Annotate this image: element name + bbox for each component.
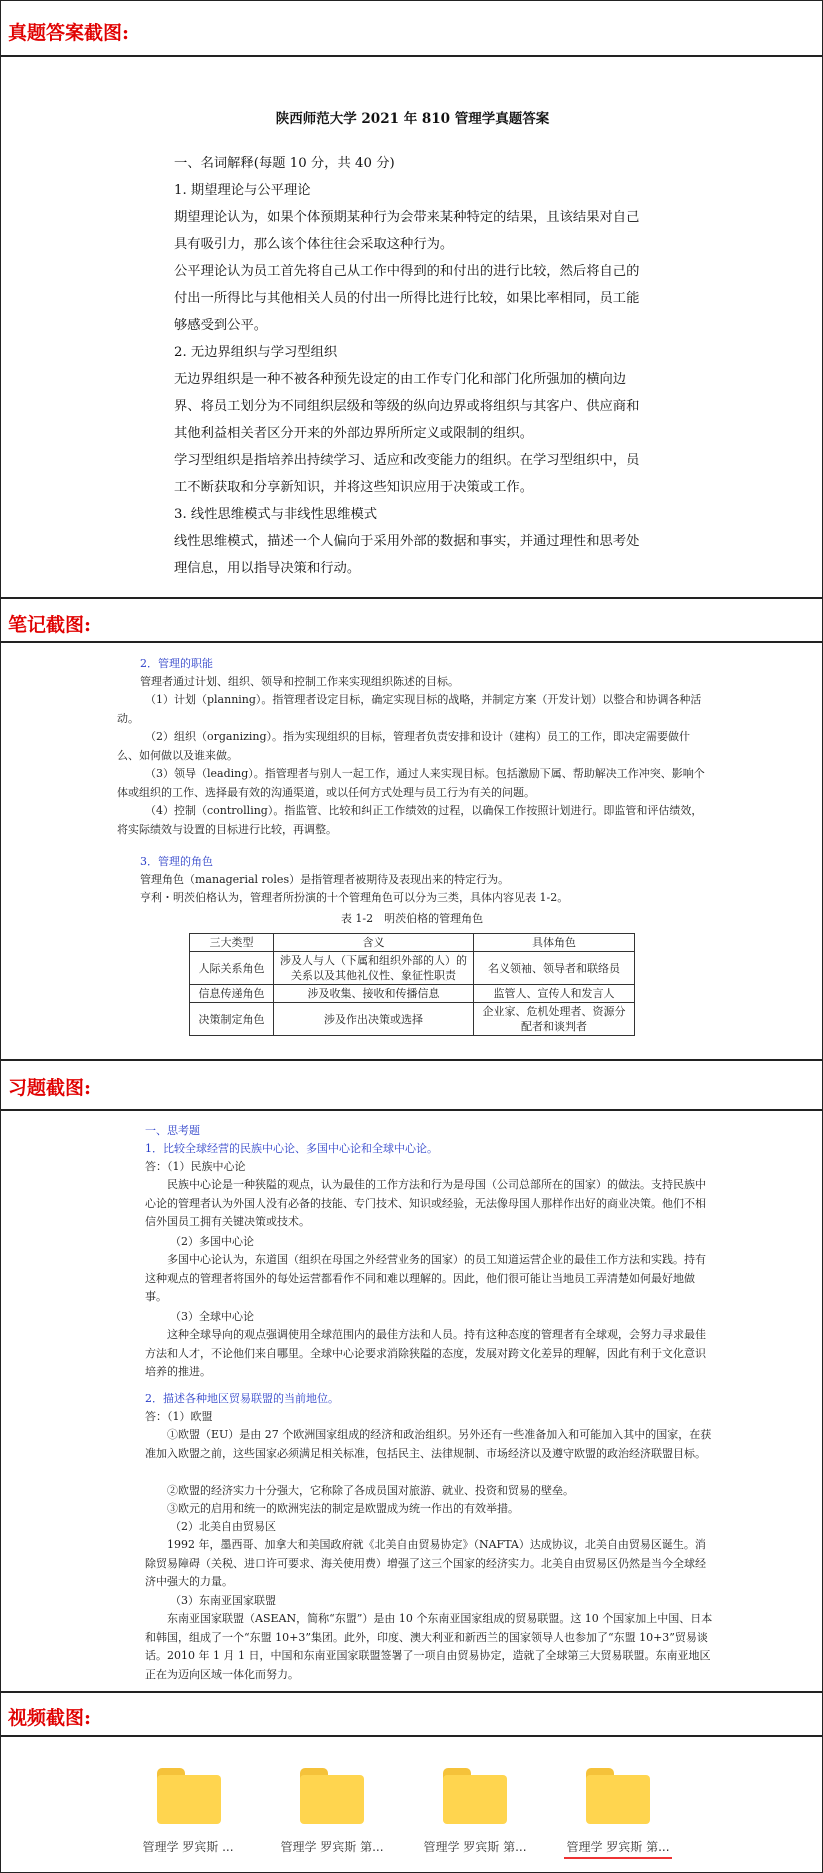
answers-line: 线性思维模式，描述一个人偏向于采用外部的数据和事实，并通过理性和思考处 bbox=[174, 534, 640, 549]
exercise-paragraph: 这种全球导向的观点强调使用全球范围内的最佳方法和人员。持有这种态度的管理者有全球观，会努力寻求最佳方法和人才，不论他们来自哪里。全球中心论要求消除狭隘的态度，发展对跨文化差异的理解，因此有利于文化意识培养的推进。 bbox=[145, 1328, 706, 1378]
exercise-paragraph: 民族中心论是一种狭隘的观点，认为最佳的工作方法和行为是母国（公司总部所在的国家）的做法。支持民族中心论的管理者认为外国人没有必备的技能、专门技术、知识或经验，无法像母国人那样作出好的商业决策。他们不相信外国员工拥有关键决策或技术。 bbox=[145, 1178, 706, 1228]
answers-line: 3. 线性思维模式与非线性思维模式 bbox=[174, 507, 378, 522]
answers-line: 1. 期望理论与公平理论 bbox=[174, 183, 311, 198]
answers-line: 具有吸引力，那么该个体往往会采取这种行为。 bbox=[174, 237, 454, 252]
answers-line: 一、名词解释(每题 10 分，共 40 分) bbox=[174, 156, 395, 171]
answers-line: 2. 无边界组织与学习型组织 bbox=[174, 345, 338, 360]
exercise-subheading: （2）北美自由贸易区 bbox=[170, 1520, 276, 1533]
exercise-paragraph: ③欧元的启用和统一的欧洲宪法的制定是欧盟成为统一作出的有效举措。 bbox=[167, 1502, 519, 1515]
answers-line: 公平理论认为员工首先将自己从工作中得到的和付出的进行比较，然后将自己的 bbox=[174, 264, 640, 279]
notes-paragraph: 管理角色（managerial roles）是指管理者被期待及表现出来的特定行为。 bbox=[140, 873, 510, 886]
answers-line: 其他利益相关者区分开来的外部边界所所定义或限制的组织。 bbox=[174, 426, 534, 441]
notes-paragraph: 亨利・明茨伯格认为，管理者所扮演的十个管理角色可以分为三类，具体内容见表 1-2。 bbox=[140, 891, 569, 904]
answers-doc-title: 陕西师范大学 2021 年 810 管理学真题答案 bbox=[275, 111, 550, 127]
video-title-box bbox=[0, 1692, 823, 1736]
folder-label[interactable]: 管理学 罗宾斯 ... bbox=[142, 1840, 234, 1854]
table-cell: 涉及作出决策或选择 bbox=[274, 1003, 474, 1036]
exercise-question: 2．描述各种地区贸易联盟的当前地位。 bbox=[145, 1392, 339, 1405]
notes-heading: 3．管理的角色 bbox=[140, 855, 213, 868]
notes-paragraph: （1）计划（planning）。指管理者设定目标，确定实现目标的战略，并制定方案（开发计划）以整合和协调各种活动。 bbox=[117, 693, 702, 725]
exercises-title-box bbox=[0, 1060, 823, 1110]
folder-label[interactable]: 管理学 罗宾斯 第... bbox=[566, 1840, 670, 1854]
exercise-heading: 一、思考题 bbox=[145, 1124, 200, 1137]
folder-icon[interactable] bbox=[586, 1768, 650, 1824]
table-cell: 企业家、危机处理者、资源分配者和谈判者 bbox=[474, 1003, 635, 1036]
table-cell: 决策制定角色 bbox=[190, 1003, 274, 1036]
exercise-answer-label: 答：（1）欧盟 bbox=[145, 1410, 213, 1423]
exercises-section-title: 习题截图: bbox=[8, 1077, 92, 1099]
answers-line: 理信息，用以指导决策和行动。 bbox=[174, 561, 361, 576]
answers-line: 付出一所得比与其他相关人员的付出一所得比进行比较，如果比率相同，员工能 bbox=[174, 291, 640, 306]
table-header-cell: 含义 bbox=[274, 934, 474, 952]
answers-line: 期望理论认为，如果个体预期某种行为会带来某种特定的结果，且该结果对自己 bbox=[174, 210, 640, 225]
table-caption: 表 1-2 明茨伯格的管理角色 bbox=[340, 912, 484, 925]
answers-line: 够感受到公平。 bbox=[174, 318, 268, 333]
notes-paragraph: （4）控制（controlling）。指监管、比较和纠正工作绩效的过程，以确保工作按照计划进行。即监管和评估绩效，将实际绩效与设置的目标进行比较，再调整。 bbox=[117, 804, 703, 836]
folder-icon[interactable] bbox=[300, 1768, 364, 1824]
exercise-answer-label: 答：（1）民族中心论 bbox=[145, 1160, 246, 1173]
answers-line: 工不断获取和分享新知识，并将这些知识应用于决策或工作。 bbox=[174, 480, 534, 495]
table-header-row bbox=[190, 934, 635, 952]
exercise-paragraph: ①欧盟（EU）是由 27 个欧洲国家组成的经济和政治组织。另外还有一些准备加入和可能加入其中的国家，在获准加入欧盟之前，这些国家必须满足相关标准，包括民主、法律规制、市场经济以及遵守欧盟的政治经济联盟目标。 bbox=[145, 1428, 712, 1460]
answers-section-title: 真题答案截图: bbox=[8, 22, 130, 44]
exercise-paragraph: 东南亚国家联盟（ASEAN，简称“东盟”）是由 10 个东南亚国家组成的贸易联盟。这 10 个国家加上中国、日本和韩国，组成了一个“东盟 10+3”集团。此外，印度、澳大利亚和新西兰的国家领导人也参加了“东盟 10+3”贸易谈话。2010 年 1 月 1 日，中国和东南亚国家联盟签署了一项自由贸易协定，造就了全球第三大贸易联盟。东南亚地区正在为迈向区域一体化而努力。 bbox=[145, 1612, 713, 1681]
notes-paragraph: 管理者通过计划、组织、领导和控制工作来实现组织陈述的目标。 bbox=[140, 675, 459, 688]
table-header-cell: 三大类型 bbox=[190, 934, 274, 952]
roles-table bbox=[189, 933, 635, 1036]
exercise-paragraph: 1992 年，墨西哥、加拿大和美国政府就《北美自由贸易协定》（NAFTA）达成协议，北美自由贸易区诞生。消除贸易障碍（关税、进口许可要求、海关使用费）增强了这三个国家的经济实力。北美自由贸易区仍然是当今全球经济中强大的力量。 bbox=[145, 1538, 706, 1588]
exercise-subheading: （2）多国中心论 bbox=[170, 1235, 254, 1248]
table-row bbox=[190, 985, 635, 1003]
notes-heading: 2．管理的职能 bbox=[140, 657, 213, 670]
folder-icon[interactable] bbox=[157, 1768, 221, 1824]
video-section-title: 视频截图: bbox=[8, 1707, 92, 1729]
notes-title-box bbox=[0, 598, 823, 642]
table-row bbox=[190, 952, 635, 985]
notes-paragraph: （2）组织（organizing）。指为实现组织的目标，管理者负责安排和设计（建构）员工的工作，即决定需要做什么、如何做以及谁来做。 bbox=[117, 730, 691, 762]
notes-section-title: 笔记截图: bbox=[8, 614, 92, 636]
table-cell: 监管人、宣传人和发言人 bbox=[474, 985, 635, 1003]
exercise-paragraph: 多国中心论认为，东道国（组织在母国之外经营业务的国家）的员工知道运营企业的最佳工作方法和实践。持有这种观点的管理者将国外的每处运营都看作不同和难以理解的。因此，他们很可能让当地员工弄清楚如何最好地做事。 bbox=[145, 1253, 706, 1303]
video-screenshot bbox=[0, 1736, 823, 1873]
table-cell: 涉及人与人（下属和组织外部的人）的关系以及其他礼仪性、象征性职责 bbox=[274, 952, 474, 985]
exercise-paragraph: ②欧盟的经济实力十分强大，它称除了各成员国对旅游、就业、投资和贸易的壁垒。 bbox=[167, 1484, 574, 1497]
exercise-question: 1．比较全球经营的民族中心论、多国中心论和全球中心论。 bbox=[145, 1142, 438, 1155]
answers-line: 学习型组织是指培养出持续学习、适应和改变能力的组织。在学习型组织中，员 bbox=[174, 453, 640, 468]
folder-label[interactable]: 管理学 罗宾斯 第... bbox=[423, 1840, 527, 1854]
table-cell: 涉及收集、接收和传播信息 bbox=[274, 985, 474, 1003]
answers-line: 界、将员工划分为不同组织层级和等级的纵向边界或将组织与其客户、供应商和 bbox=[174, 399, 640, 414]
selected-underline bbox=[564, 1857, 672, 1859]
notes-paragraph: （3）领导（leading）。指管理者与别人一起工作，通过人来实现目标。包括激励下属、帮助解决工作冲突、影响个体或组织的工作、选择最有效的沟通渠道，或以任何方式处理与员工行为有关的问题。 bbox=[117, 767, 705, 799]
table-cell: 名义领袖、领导者和联络员 bbox=[474, 952, 635, 985]
table-header-cell: 具体角色 bbox=[474, 934, 635, 952]
exercise-subheading: （3）全球中心论 bbox=[170, 1310, 254, 1323]
folder-icon[interactable] bbox=[443, 1768, 507, 1824]
answers-line: 无边界组织是一种不被各种预先设定的由工作专门化和部门化所强加的横向边 bbox=[174, 372, 627, 387]
exercise-subheading: （3）东南亚国家联盟 bbox=[170, 1594, 276, 1607]
folder-label[interactable]: 管理学 罗宾斯 第... bbox=[280, 1840, 384, 1854]
table-cell: 信息传递角色 bbox=[190, 985, 274, 1003]
table-cell: 人际关系角色 bbox=[190, 952, 274, 985]
table-row bbox=[190, 1003, 635, 1036]
